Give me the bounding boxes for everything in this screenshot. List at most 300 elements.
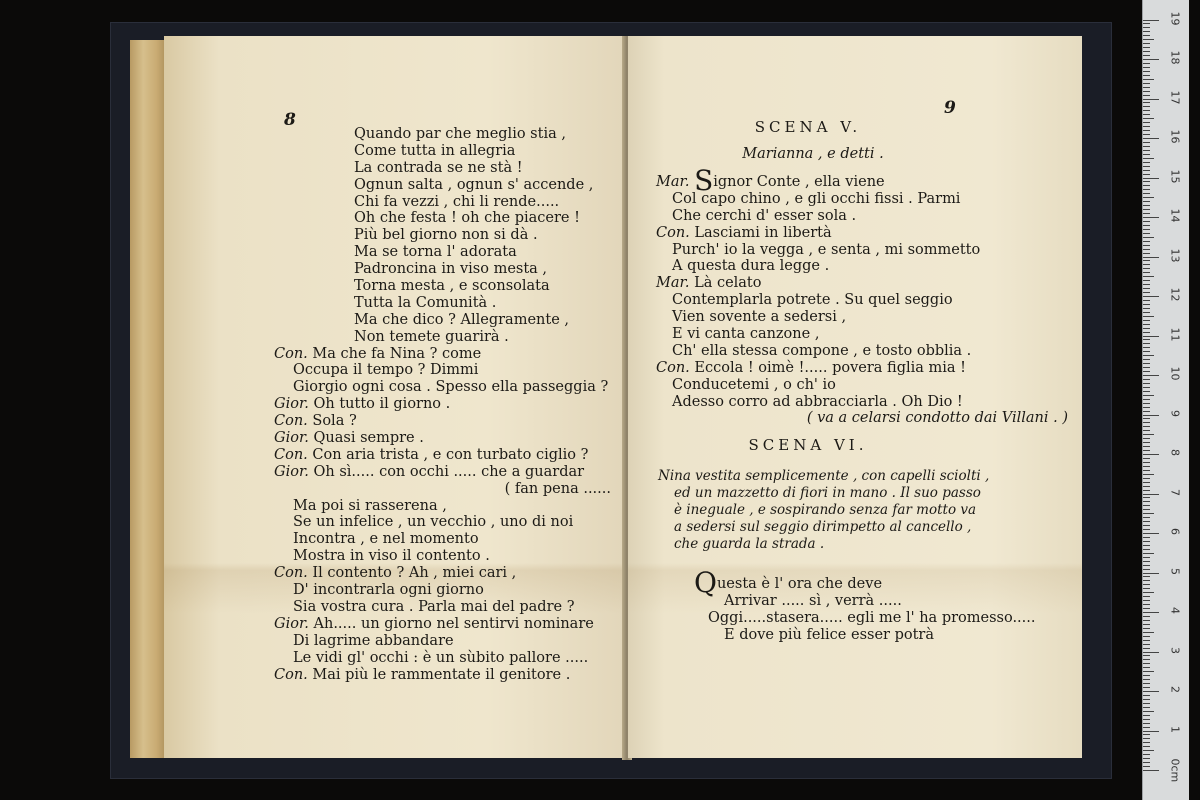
ruler-tick [1143,695,1150,696]
line-text: Eccola ! oimè !..... povera figlia mia ! [694,359,966,376]
ruler-tick [1143,517,1150,518]
line-text: ( va a celarsi condotto dai Villani . ) [806,410,1068,427]
ruler-tick [1143,545,1150,546]
ruler-tick [1143,280,1150,281]
ruler-tick [1143,272,1150,273]
text-line [274,447,619,464]
stage-line: ed un mazzetto di fiori in mano . Il suo passo [674,485,981,501]
speaker-label: Gior. [274,615,309,632]
text-line [274,329,619,346]
ruler-tick [1143,687,1150,688]
line-text: D' incontrarla ogni giorno [293,582,484,599]
ruler-number: 10 [1168,366,1182,381]
left-page-number: 8 [284,110,296,130]
speaker-label: Con. [274,446,308,463]
line-text: Ognun salta , ognun s' accende , [354,176,594,193]
ruler-tick [1143,632,1154,633]
ruler-tick [1143,391,1150,392]
ruler-tick [1143,565,1150,566]
line-text: ignor Conte , ella viene [713,174,885,190]
ruler-tick [1143,130,1150,131]
ruler-tick [1143,174,1150,175]
speaker-label: Mar. [656,275,690,292]
ruler-tick [1143,71,1150,72]
text-line [656,410,1076,427]
speaker-label: Con. [274,345,308,362]
line-text: Contemplarla potrete . Su quel seggio [672,292,953,309]
ruler-number: 11 [1168,327,1182,341]
ruler-tick [1143,553,1154,554]
ruler-number: 5 [1168,567,1182,575]
text-line [656,326,1076,343]
line-text: Ma poi si rasserena , [293,497,447,514]
line-text: Sia vostra cura . Parla mai del padre ? [293,598,575,615]
verse-line [694,610,1054,627]
speaker-label: Con. [656,359,690,376]
left-page-text [274,126,619,683]
line-text: Occupa il tempo ? Dimmi [293,362,479,379]
ruler-tick [1143,134,1150,135]
ruler-tick [1143,620,1150,621]
speaker-label: Con. [274,565,308,582]
right-page-number: 9 [944,98,956,118]
text-line [656,164,1076,197]
ruler-tick [1143,347,1150,348]
ruler-tick [1143,734,1150,735]
ruler-tick [1143,268,1150,269]
speaker-label: Gior. [274,430,309,447]
ruler-tick [1143,189,1150,190]
ruler-tick [1143,371,1150,372]
ruler-tick [1143,39,1154,40]
open-book [126,36,1088,762]
ruler-number: 7 [1168,488,1182,496]
ruler-tick [1143,106,1150,107]
ruler-tick [1143,320,1150,321]
ruler-tick [1143,415,1159,416]
ruler-tick [1143,245,1150,246]
ruler-tick [1143,213,1150,214]
ruler-tick [1143,494,1159,495]
line-text: Più bel giorno non si dà . [354,227,538,244]
line-text: Col capo chino , e gli occhi fissi . Parmi [672,190,961,207]
ruler-tick [1143,367,1150,368]
ruler-tick [1143,576,1150,577]
speaker-label: Mar. [656,174,690,190]
line-text: Oh che festa ! oh che piacere ! [354,210,580,227]
ruler-tick [1143,201,1150,202]
ruler-tick [1143,482,1150,483]
ruler-number: 13 [1168,248,1182,262]
line-text: Lasciami in libertà [694,224,832,241]
line-text: Che cerchi d' esser sola . [672,207,857,224]
ruler-tick [1143,379,1150,380]
ruler-tick [1143,537,1150,538]
text-line [274,295,619,312]
ruler-tick [1143,241,1150,242]
ruler-tick [1143,146,1150,147]
line-text: Come tutta in allegria [354,142,516,159]
ruler-tick [1143,667,1150,668]
line-text: Conducetemi , o ch' io [672,376,836,393]
ruler-tick [1143,363,1150,364]
ruler-tick [1143,55,1150,56]
ruler-tick [1143,541,1150,542]
ruler-tick [1143,91,1150,92]
scene-vi-verse [694,566,1054,644]
line-text: Se un infelice , un vecchio , uno di noi [293,514,574,531]
line-text: ( fan pena ...... [504,480,611,497]
speaker-label: Gior. [274,463,309,480]
verse-line-text: E dove più felice esser potrà [724,626,934,643]
text-line [274,194,619,211]
text-line [656,292,1076,309]
line-text: Di lagrime abbandare [293,632,454,649]
drop-cap: Q [694,566,717,599]
ruler-tick [1143,738,1150,739]
ruler-tick [1143,719,1150,720]
ruler-tick [1143,375,1159,376]
ruler-tick [1143,138,1159,139]
stage-line: è ineguale , e sospirando senza far motto va [674,502,977,518]
ruler-tick [1143,442,1150,443]
ruler-tick [1143,181,1150,182]
text-line [656,394,1076,411]
ruler-number: 8 [1168,449,1182,456]
ruler-tick [1143,304,1150,305]
ruler-tick [1143,339,1150,340]
ruler-tick [1143,336,1159,337]
text-line [274,210,619,227]
ruler-tick [1143,699,1150,700]
ruler-tick [1143,47,1150,48]
ruler-number: 2 [1168,686,1182,693]
text-line [274,548,619,565]
ruler-tick [1143,221,1150,222]
speaker-label: Con. [656,224,690,241]
ruler-tick [1143,766,1150,767]
left-page [164,36,626,758]
ruler-tick [1143,592,1154,593]
verse-line [694,627,1054,644]
text-line [274,312,619,329]
ruler-tick [1143,284,1150,285]
ruler-tick [1143,624,1150,625]
ruler-tick [1143,470,1150,471]
ruler-tick [1143,288,1150,289]
ruler-tick [1143,300,1150,301]
scene-v-title: SCENA V. [754,118,862,136]
line-text: Il contento ? Ah , miei cari , [312,565,517,582]
ruler-tick [1143,746,1150,747]
ruler-tick [1143,422,1150,423]
line-text: Oh tutto il giorno . [313,396,451,413]
text-line [274,160,619,177]
speaker-label: Gior. [274,396,309,413]
text-line [656,208,1076,225]
ruler-tick [1143,691,1159,692]
ruler-number: 17 [1168,90,1182,104]
scene-vi-title: SCENA VI. [748,436,868,454]
ruler-tick [1143,418,1150,419]
ruler-tick [1143,114,1150,115]
ruler-tick [1143,521,1150,522]
drop-cap: S [694,164,714,197]
line-text: Ma che fa Nina ? come [312,345,482,362]
ruler-tick [1143,87,1150,88]
right-page [628,36,1082,758]
ruler-tick [1143,644,1150,645]
ruler-tick [1143,588,1150,589]
ruler-tick [1143,557,1150,558]
ruler-number: 19 [1168,11,1182,25]
ruler-tick [1143,561,1150,562]
ruler-tick [1143,462,1150,463]
text-line [656,258,1076,275]
line-text: Ma se torna l' adorata [354,244,517,261]
line-text: Chi fa vezzi , chi li rende..... [354,193,560,210]
verse-line-text: Arrivar ..... sì , verrà ..... [724,592,902,609]
ruler-tick [1143,715,1150,716]
ruler-tick [1143,292,1150,293]
text-line [656,225,1076,242]
ruler-number: 3 [1168,646,1182,654]
line-text: Padroncina in viso mesta , [354,261,548,278]
ruler-tick [1143,225,1150,226]
stage-line: Nina vestita semplicemente , con capelli sciolti , [658,468,990,484]
ruler-tick [1143,608,1150,609]
verse-line [694,593,1054,610]
ruler-tick [1143,466,1150,467]
text-line [656,275,1076,292]
ruler-tick [1143,727,1150,728]
text-line [656,309,1076,326]
ruler-tick [1143,233,1150,234]
ruler-tick [1143,102,1150,103]
ruler-tick [1143,711,1154,712]
ruler-tick [1143,450,1150,451]
ruler-number: 16 [1168,129,1182,144]
line-text: Quando par che meglio stia , [354,126,566,142]
ruler-tick [1143,229,1150,230]
text-line [274,616,619,633]
ruler-tick [1143,193,1150,194]
ruler-tick [1143,343,1150,344]
ruler-tick [1143,75,1150,76]
ruler-tick [1143,580,1150,581]
ruler-tick [1143,513,1154,514]
ruler-tick [1143,35,1150,36]
ruler-tick [1143,316,1154,317]
ruler-tick [1143,27,1150,28]
ruler-tick [1143,67,1150,68]
text-line [656,377,1076,394]
ruler-tick [1143,264,1150,265]
ruler-number: 14 [1168,208,1182,223]
text-line [274,177,619,194]
ruler-tick [1143,185,1150,186]
verse-line-text: Oggi.....stasera..... egli me l' ha promesso..... [708,609,1036,626]
line-text: Mostra in viso il contento . [293,548,490,565]
ruler-tick [1143,683,1150,684]
ruler-tick [1143,332,1150,333]
ruler-tick [1143,426,1150,427]
ruler-tick [1143,308,1150,309]
line-text: Vien sovente a sedersi , [672,309,847,326]
text-line [274,143,619,160]
ruler-tick [1143,486,1150,487]
ruler-tick [1143,253,1150,254]
ruler-tick [1143,312,1150,313]
verse-line [694,566,1054,599]
text-line [274,126,619,143]
text-line [274,582,619,599]
ruler-tick [1143,205,1150,206]
ruler-number: 1 [1168,725,1182,733]
text-line [274,667,619,684]
ruler-tick [1143,43,1150,44]
ruler-tick [1143,707,1150,708]
ruler-tick [1143,83,1150,84]
ruler-tick [1143,23,1150,24]
ruler-tick [1143,407,1150,408]
ruler-tick [1143,671,1154,672]
line-text: E vi canta canzone , [672,326,820,343]
ruler-tick [1143,628,1150,629]
line-text: Tutta la Comunità . [354,294,497,311]
line-text: Non temete guarirà . [354,328,509,345]
ruler-tick [1143,490,1150,491]
ruler-tick [1143,359,1150,360]
line-text: Ma che dico ? Allegramente , [354,311,569,328]
ruler-tick [1143,505,1150,506]
text-line [274,362,619,379]
text-line [274,244,619,261]
ruler-tick [1143,604,1150,605]
text-line [274,346,619,363]
ruler-tick [1143,95,1150,96]
ruler-tick [1143,742,1150,743]
text-line [274,481,619,498]
ruler-tick [1143,126,1150,127]
line-text: Quasi sempre . [313,430,424,447]
ruler-tick [1143,754,1150,755]
measurement-ruler [1142,0,1189,800]
page-edges [130,40,168,758]
ruler-tick [1143,158,1154,159]
ruler-tick [1143,454,1159,455]
ruler-tick [1143,573,1159,574]
ruler-zero-label: 0cm [1168,758,1182,783]
ruler-tick [1143,395,1154,396]
ruler-number: 4 [1168,607,1182,614]
ruler-tick [1143,31,1150,32]
ruler-tick [1143,640,1150,641]
text-line [274,650,619,667]
speaker-label: Con. [274,413,308,430]
ruler-tick [1143,20,1159,21]
line-text: Ch' ella stessa compone , e tosto obblia . [672,342,972,359]
ruler-tick [1143,162,1150,163]
ruler-tick [1143,509,1150,510]
ruler-tick [1143,612,1159,613]
ruler-tick [1143,430,1150,431]
ruler-tick [1143,596,1150,597]
ruler-tick [1143,533,1159,534]
ruler-tick [1143,257,1159,258]
text-line [274,379,619,396]
text-line [274,396,619,413]
line-text: Torna mesta , e sconsolata [354,278,550,295]
ruler-number: 18 [1168,50,1182,65]
ruler-tick [1143,249,1150,250]
line-text: La contrada se ne stà ! [354,159,523,176]
text-line [274,278,619,295]
ruler-tick [1143,387,1150,388]
ruler-tick [1143,99,1159,100]
stage-line: a sedersi sul seggio dirimpetto al cancello , [674,519,972,535]
ruler-tick [1143,217,1159,218]
speaker-label: Con. [274,666,308,683]
ruler-tick [1143,616,1150,617]
ruler-tick [1143,197,1154,198]
ruler-tick [1143,458,1150,459]
ruler-tick [1143,170,1150,171]
ruler-tick [1143,142,1150,143]
verse-line-text: uesta è l' ora che deve [716,576,883,592]
ruler-tick [1143,663,1150,664]
ruler-tick [1143,122,1150,123]
scene-v-subtitle: Marianna , e detti . [742,146,884,162]
text-line [274,464,619,481]
text-line [656,343,1076,360]
ruler-tick [1143,679,1150,680]
ruler-tick [1143,770,1159,771]
ruler-tick [1143,296,1159,297]
ruler-tick [1143,209,1150,210]
line-text: Le vidi gl' occhi : è un sùbito pallore ..... [293,649,589,666]
ruler-tick [1143,276,1154,277]
ruler-tick [1143,237,1154,238]
ruler-tick [1143,166,1150,167]
ruler-tick [1143,731,1159,732]
ruler-tick [1143,351,1150,352]
ruler-tick [1143,478,1150,479]
line-text: Oh sì..... con occhi ..... che a guardar [313,463,585,480]
ruler-tick [1143,648,1150,649]
ruler-tick [1143,549,1150,550]
ruler-tick [1143,675,1150,676]
ruler-tick [1143,501,1150,502]
text-line [274,261,619,278]
ruler-tick [1143,324,1150,325]
ruler-tick [1143,434,1154,435]
text-line [274,498,619,515]
text-line [274,514,619,531]
ruler-tick [1143,79,1154,80]
ruler-tick [1143,63,1150,64]
text-line [656,360,1076,377]
line-text: Purch' io la vegga , e senta , mi sommetto [672,241,981,258]
ruler-tick [1143,51,1150,52]
line-text: Giorgio ogni cosa . Spesso ella passeggia ? [293,379,609,396]
ruler-tick [1143,355,1154,356]
ruler-tick [1143,154,1150,155]
ruler-tick [1143,652,1159,653]
line-text: Incontra , e nel momento [293,531,479,548]
ruler-tick [1143,446,1150,447]
ruler-tick [1143,383,1150,384]
